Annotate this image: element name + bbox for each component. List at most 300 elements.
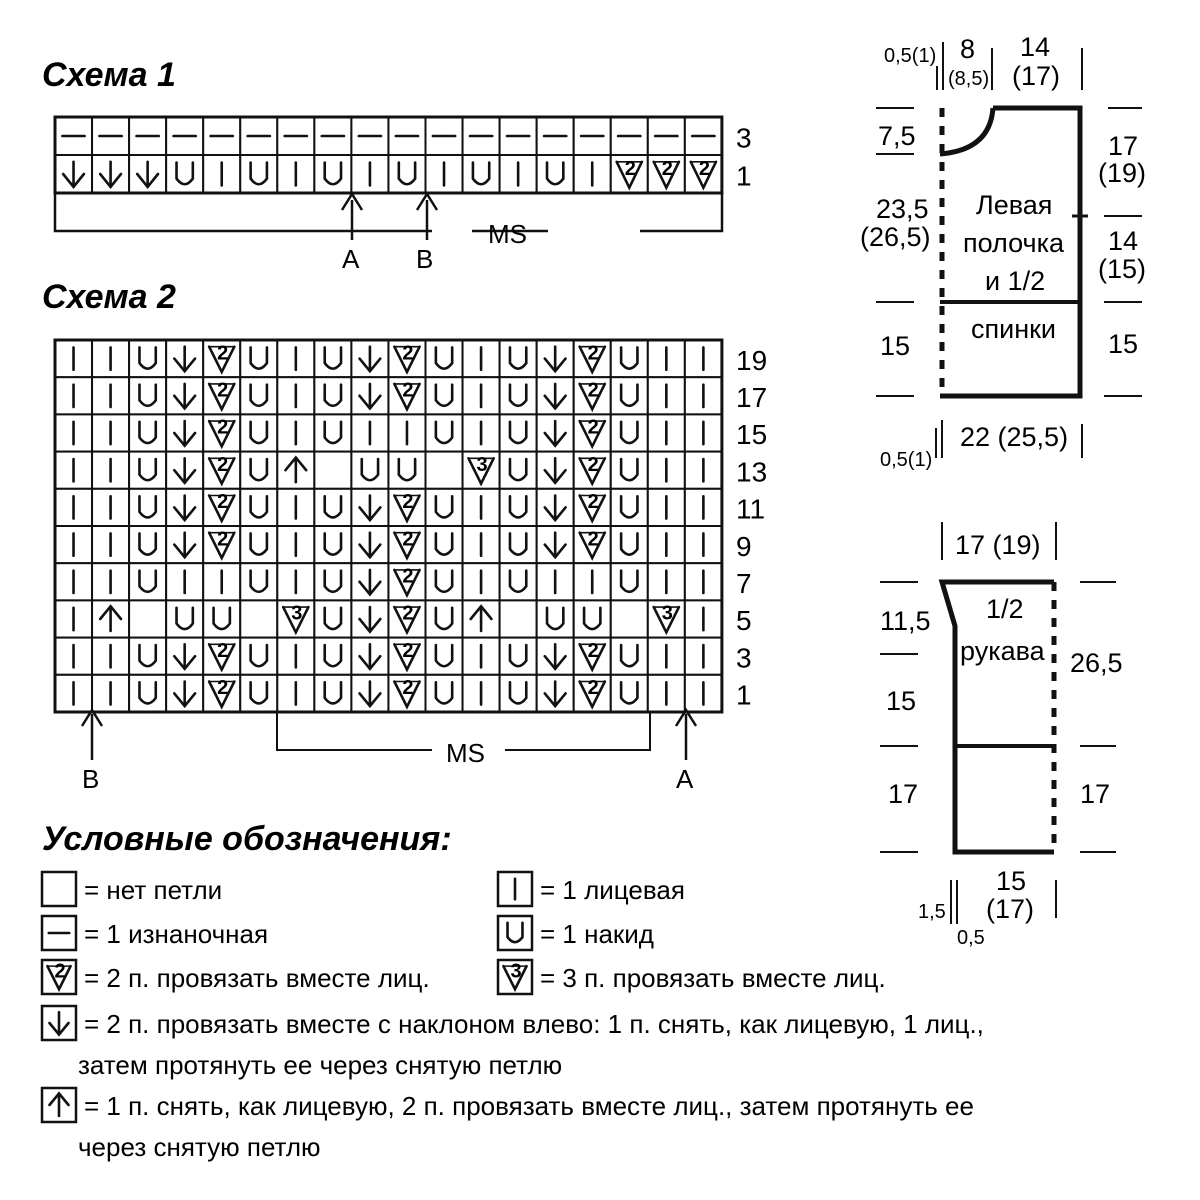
svg-text:(8,5): (8,5) — [948, 68, 990, 90]
svg-text:2: 2 — [587, 677, 599, 700]
grid-cell — [314, 414, 351, 451]
grid-cell — [314, 340, 351, 377]
grid-cell — [426, 600, 463, 637]
grid-cell — [55, 526, 92, 563]
legend-item — [42, 872, 222, 906]
grid-cell — [351, 638, 388, 675]
grid-cell — [277, 340, 314, 377]
grid-cell — [277, 600, 314, 637]
row-number: 11 — [736, 493, 766, 525]
svg-text:0,5(1): 0,5(1) — [884, 45, 937, 67]
svg-text:2: 2 — [698, 157, 710, 180]
svg-text:B: B — [416, 244, 434, 274]
grid-cell — [166, 377, 203, 414]
grid-cell — [426, 377, 463, 414]
grid-cell — [314, 563, 351, 600]
grid-cell — [166, 489, 203, 526]
grid-cell — [648, 638, 685, 675]
scheme2-title: Схема 2 — [42, 278, 176, 316]
front-pattern — [860, 32, 1146, 471]
grid-cell — [92, 452, 129, 489]
svg-text:2: 2 — [661, 157, 673, 180]
scheme1-marker-a — [342, 194, 362, 274]
svg-text:17: 17 — [888, 779, 919, 809]
grid-cell — [351, 340, 388, 377]
svg-text:3: 3 — [661, 602, 673, 625]
grid-cell — [537, 638, 574, 675]
grid-cell — [314, 452, 351, 489]
svg-text:2: 2 — [402, 491, 414, 514]
legend-text: = 1 лицевая — [540, 875, 685, 905]
legend — [42, 820, 984, 1162]
grid-cell — [129, 563, 166, 600]
svg-text:3: 3 — [291, 602, 303, 625]
grid-cell — [351, 414, 388, 451]
svg-text:(26,5): (26,5) — [860, 222, 931, 252]
grid-cell — [463, 377, 500, 414]
grid-cell — [129, 452, 166, 489]
grid-cell — [314, 117, 351, 155]
grid-cell — [240, 526, 277, 563]
svg-text:2: 2 — [217, 639, 229, 662]
svg-text:26,5: 26,5 — [1070, 648, 1123, 678]
grid-cell — [648, 675, 685, 712]
grid-cell — [55, 489, 92, 526]
svg-text:17: 17 — [1108, 131, 1139, 161]
grid-cell — [240, 117, 277, 155]
svg-text:3: 3 — [476, 453, 488, 476]
grid-cell — [611, 489, 648, 526]
grid-cell — [55, 675, 92, 712]
svg-text:2: 2 — [54, 960, 66, 983]
svg-text:23,5: 23,5 — [876, 194, 929, 224]
grid-cell — [92, 489, 129, 526]
legend-items — [42, 872, 984, 1162]
svg-text:рукава: рукава — [960, 636, 1045, 666]
grid-cell — [166, 414, 203, 451]
svg-text:A: A — [676, 764, 694, 794]
grid-cell — [92, 600, 129, 637]
scheme2 — [42, 278, 767, 794]
legend-text: = 2 п. провязать вместе с наклоном влево: 1 п. снять, как лицевую, 1 лиц., — [84, 1009, 984, 1039]
grid-cell — [277, 563, 314, 600]
legend-text: = 2 п. провязать вместе лиц. — [84, 963, 430, 993]
svg-text:2: 2 — [587, 379, 599, 402]
grid-cell — [166, 526, 203, 563]
grid-cell — [388, 638, 425, 675]
grid-cell — [537, 414, 574, 451]
grid-cell — [537, 340, 574, 377]
grid-cell — [685, 526, 722, 563]
grid-cell — [92, 675, 129, 712]
grid-cell — [314, 600, 351, 637]
grid-cell — [685, 155, 722, 193]
grid-cell — [203, 563, 240, 600]
grid-cell — [240, 600, 277, 637]
grid-cell — [277, 675, 314, 712]
grid-cell — [388, 489, 425, 526]
grid-cell — [129, 414, 166, 451]
grid-cell — [648, 340, 685, 377]
svg-text:8: 8 — [960, 34, 976, 64]
grid-cell — [351, 117, 388, 155]
grid-cell — [463, 489, 500, 526]
grid-cell — [240, 155, 277, 193]
grid-cell — [537, 600, 574, 637]
grid-cell — [611, 155, 648, 193]
grid-cell — [314, 377, 351, 414]
svg-text:2: 2 — [587, 416, 599, 439]
grid-cell — [537, 675, 574, 712]
grid-cell — [537, 563, 574, 600]
grid-cell — [685, 377, 722, 414]
grid-cell — [129, 340, 166, 377]
row-number: 3 — [736, 642, 752, 674]
svg-text:14: 14 — [1020, 32, 1051, 62]
grid-cell — [388, 675, 425, 712]
grid-cell — [648, 452, 685, 489]
grid-cell — [129, 638, 166, 675]
grid-cell — [685, 414, 722, 451]
svg-text:2: 2 — [402, 528, 414, 551]
grid-cell — [611, 526, 648, 563]
svg-text:2: 2 — [587, 491, 599, 514]
grid-cell — [314, 638, 351, 675]
grid-cell — [277, 638, 314, 675]
svg-text:2: 2 — [402, 677, 414, 700]
svg-text:2: 2 — [217, 677, 229, 700]
grid-cell — [277, 414, 314, 451]
grid-cell — [240, 377, 277, 414]
legend-item — [42, 916, 268, 950]
grid-cell — [240, 489, 277, 526]
row-number: 1 — [736, 160, 752, 192]
grid-cell — [166, 452, 203, 489]
grid-cell — [92, 340, 129, 377]
grid-cell — [537, 452, 574, 489]
svg-text:2: 2 — [402, 639, 414, 662]
grid-cell — [426, 452, 463, 489]
grid-cell — [463, 155, 500, 193]
grid-cell — [203, 117, 240, 155]
legend-item — [498, 916, 654, 950]
grid-cell — [426, 563, 463, 600]
grid-cell — [314, 489, 351, 526]
svg-text:Левая: Левая — [976, 190, 1053, 220]
legend-item — [42, 960, 430, 994]
scheme2-ms-bracket — [277, 712, 650, 768]
grid-cell — [463, 675, 500, 712]
grid-cell — [203, 638, 240, 675]
grid-cell — [426, 638, 463, 675]
svg-text:2: 2 — [587, 528, 599, 551]
row-number: 7 — [736, 567, 752, 599]
grid-cell — [129, 155, 166, 193]
row-number: 19 — [736, 344, 768, 376]
legend-title: Условные обозначения: — [42, 820, 452, 858]
grid-cell — [426, 155, 463, 193]
grid-cell — [574, 117, 611, 155]
grid-cell — [537, 377, 574, 414]
grid-cell — [166, 600, 203, 637]
grid-cell — [388, 600, 425, 637]
grid-cell — [166, 675, 203, 712]
grid-cell — [203, 452, 240, 489]
svg-text:14: 14 — [1108, 226, 1139, 256]
grid-cell — [611, 452, 648, 489]
grid-cell — [500, 600, 537, 637]
svg-text:MS: MS — [446, 738, 485, 768]
svg-text:2: 2 — [217, 342, 229, 365]
grid-cell — [55, 414, 92, 451]
grid-cell — [463, 117, 500, 155]
grid-cell — [463, 414, 500, 451]
grid-cell — [314, 675, 351, 712]
grid-cell — [574, 600, 611, 637]
grid-cell — [129, 600, 166, 637]
grid-cell — [685, 600, 722, 637]
grid-cell — [203, 526, 240, 563]
grid-cell — [611, 117, 648, 155]
legend-text: = 1 изнаночная — [84, 919, 269, 949]
grid-cell — [388, 377, 425, 414]
grid-cell — [574, 638, 611, 675]
svg-text:2: 2 — [217, 416, 229, 439]
grid-cell — [648, 489, 685, 526]
front-neckline — [940, 108, 993, 154]
grid-cell — [685, 638, 722, 675]
row-number: 17 — [736, 381, 768, 413]
grid-cell — [388, 414, 425, 451]
row-number: 3 — [736, 122, 752, 154]
grid-cell — [277, 452, 314, 489]
grid-cell — [611, 600, 648, 637]
grid-cell — [129, 675, 166, 712]
grid-cell — [611, 414, 648, 451]
grid-cell — [574, 489, 611, 526]
grid-cell — [203, 155, 240, 193]
legend-item — [42, 1006, 984, 1080]
grid-cell — [55, 452, 92, 489]
grid-cell — [277, 117, 314, 155]
sleeve-pattern — [880, 522, 1123, 949]
scheme1-row-labels — [736, 122, 752, 191]
grid-cell — [314, 155, 351, 193]
grid-cell — [648, 414, 685, 451]
grid-cell — [240, 675, 277, 712]
svg-text:2: 2 — [402, 565, 414, 588]
grid-cell — [463, 452, 500, 489]
grid-cell — [203, 675, 240, 712]
grid-cell — [351, 675, 388, 712]
grid-cell — [426, 675, 463, 712]
grid-cell — [166, 563, 203, 600]
scheme1-title: Схема 1 — [42, 56, 176, 94]
grid-cell — [203, 414, 240, 451]
row-number: 13 — [736, 456, 768, 488]
grid-cell — [500, 452, 537, 489]
grid-cell — [240, 452, 277, 489]
grid-cell — [92, 563, 129, 600]
grid-cell — [277, 489, 314, 526]
grid-cell — [203, 600, 240, 637]
grid-cell — [574, 675, 611, 712]
grid-cell — [574, 563, 611, 600]
grid-cell — [500, 638, 537, 675]
grid-cell — [277, 377, 314, 414]
svg-text:0,5: 0,5 — [957, 927, 985, 949]
svg-text:22 (25,5): 22 (25,5) — [960, 422, 1069, 452]
grid-cell — [240, 414, 277, 451]
scheme1-ms-bracket — [432, 219, 640, 249]
svg-text:2: 2 — [587, 453, 599, 476]
row-number: 9 — [736, 530, 752, 562]
scheme1-band — [55, 193, 722, 231]
grid-cell — [500, 340, 537, 377]
grid-cell — [203, 489, 240, 526]
legend-text: = 3 п. провязать вместе лиц. — [540, 963, 886, 993]
grid-cell — [55, 377, 92, 414]
grid-cell — [537, 155, 574, 193]
grid-cell — [500, 414, 537, 451]
grid-cell — [426, 414, 463, 451]
grid-cell — [463, 563, 500, 600]
grid-cell — [55, 563, 92, 600]
grid-cell — [574, 526, 611, 563]
grid-cell — [426, 526, 463, 563]
grid-cell — [574, 377, 611, 414]
grid-cell — [277, 526, 314, 563]
row-number: 15 — [736, 419, 768, 451]
grid-cell — [648, 377, 685, 414]
grid-cell — [92, 526, 129, 563]
scheme1-grid — [55, 117, 722, 193]
grid-cell — [92, 117, 129, 155]
grid-cell — [388, 340, 425, 377]
svg-text:2: 2 — [587, 639, 599, 662]
grid-cell — [351, 600, 388, 637]
grid-cell — [388, 563, 425, 600]
grid-cell — [314, 526, 351, 563]
grid-cell — [685, 117, 722, 155]
grid-cell — [277, 155, 314, 193]
grid-cell — [55, 340, 92, 377]
scheme2-grid — [55, 340, 722, 712]
grid-cell — [240, 563, 277, 600]
grid-cell — [537, 117, 574, 155]
grid-cell — [611, 675, 648, 712]
grid-cell — [388, 155, 425, 193]
grid-cell — [537, 526, 574, 563]
scheme2-row-labels — [736, 345, 767, 711]
grid-cell — [240, 340, 277, 377]
legend-text-continued: через снятую петлю — [78, 1132, 321, 1162]
svg-text:2: 2 — [217, 379, 229, 402]
svg-text:1,5: 1,5 — [918, 901, 946, 923]
legend-text: = 1 п. снять, как лицевую, 2 п. провязать вместе лиц., затем протянуть ее — [84, 1091, 974, 1121]
svg-text:2: 2 — [217, 528, 229, 551]
legend-text-continued: затем протянуть ее через снятую петлю — [78, 1050, 563, 1080]
grid-cell — [574, 414, 611, 451]
svg-text:(19): (19) — [1098, 158, 1147, 188]
svg-text:2: 2 — [624, 157, 636, 180]
legend-item — [498, 872, 685, 906]
svg-text:2: 2 — [402, 379, 414, 402]
svg-text:15: 15 — [1108, 329, 1139, 359]
grid-cell — [166, 117, 203, 155]
svg-text:2: 2 — [402, 342, 414, 365]
scheme2-marker-b — [82, 710, 102, 794]
grid-cell — [574, 155, 611, 193]
svg-text:1/2: 1/2 — [986, 594, 1024, 624]
grid-cell — [648, 563, 685, 600]
svg-text:17: 17 — [1080, 779, 1111, 809]
scheme1 — [42, 56, 752, 274]
grid-cell — [351, 563, 388, 600]
grid-cell — [166, 638, 203, 675]
grid-cell — [92, 377, 129, 414]
grid-cell — [166, 340, 203, 377]
grid-cell — [129, 526, 166, 563]
svg-text:11,5: 11,5 — [880, 606, 931, 636]
svg-text:0,5(1): 0,5(1) — [880, 449, 933, 471]
grid-cell — [55, 638, 92, 675]
grid-cell — [574, 452, 611, 489]
grid-cell — [92, 155, 129, 193]
grid-cell — [611, 340, 648, 377]
svg-text:(15): (15) — [1098, 254, 1147, 284]
grid-cell — [685, 563, 722, 600]
grid-cell — [463, 600, 500, 637]
svg-text:7,5: 7,5 — [878, 121, 916, 151]
grid-cell — [351, 377, 388, 414]
grid-cell — [500, 117, 537, 155]
grid-cell — [685, 489, 722, 526]
svg-text:полочка: полочка — [963, 228, 1065, 258]
grid-cell — [240, 638, 277, 675]
grid-cell — [351, 489, 388, 526]
grid-cell — [611, 377, 648, 414]
grid-cell — [685, 675, 722, 712]
svg-text:2: 2 — [402, 602, 414, 625]
legend-text: = нет петли — [84, 875, 223, 905]
grid-cell — [388, 452, 425, 489]
svg-text:и 1/2: и 1/2 — [985, 266, 1046, 296]
grid-cell — [426, 117, 463, 155]
legend-item — [42, 1088, 974, 1162]
grid-cell — [463, 340, 500, 377]
grid-cell — [500, 675, 537, 712]
grid-cell — [426, 489, 463, 526]
legend-text: = 1 накид — [540, 919, 654, 949]
grid-cell — [648, 526, 685, 563]
svg-text:15: 15 — [880, 331, 911, 361]
grid-cell — [500, 563, 537, 600]
svg-text:15: 15 — [996, 866, 1027, 896]
grid-cell — [648, 117, 685, 155]
grid-cell — [55, 117, 92, 155]
grid-cell — [351, 452, 388, 489]
svg-text:15: 15 — [886, 686, 917, 716]
grid-cell — [685, 452, 722, 489]
grid-cell — [463, 638, 500, 675]
grid-cell — [129, 377, 166, 414]
grid-cell — [648, 600, 685, 637]
grid-cell — [500, 526, 537, 563]
grid-cell — [463, 526, 500, 563]
grid-cell — [648, 155, 685, 193]
row-number: 5 — [736, 605, 752, 637]
